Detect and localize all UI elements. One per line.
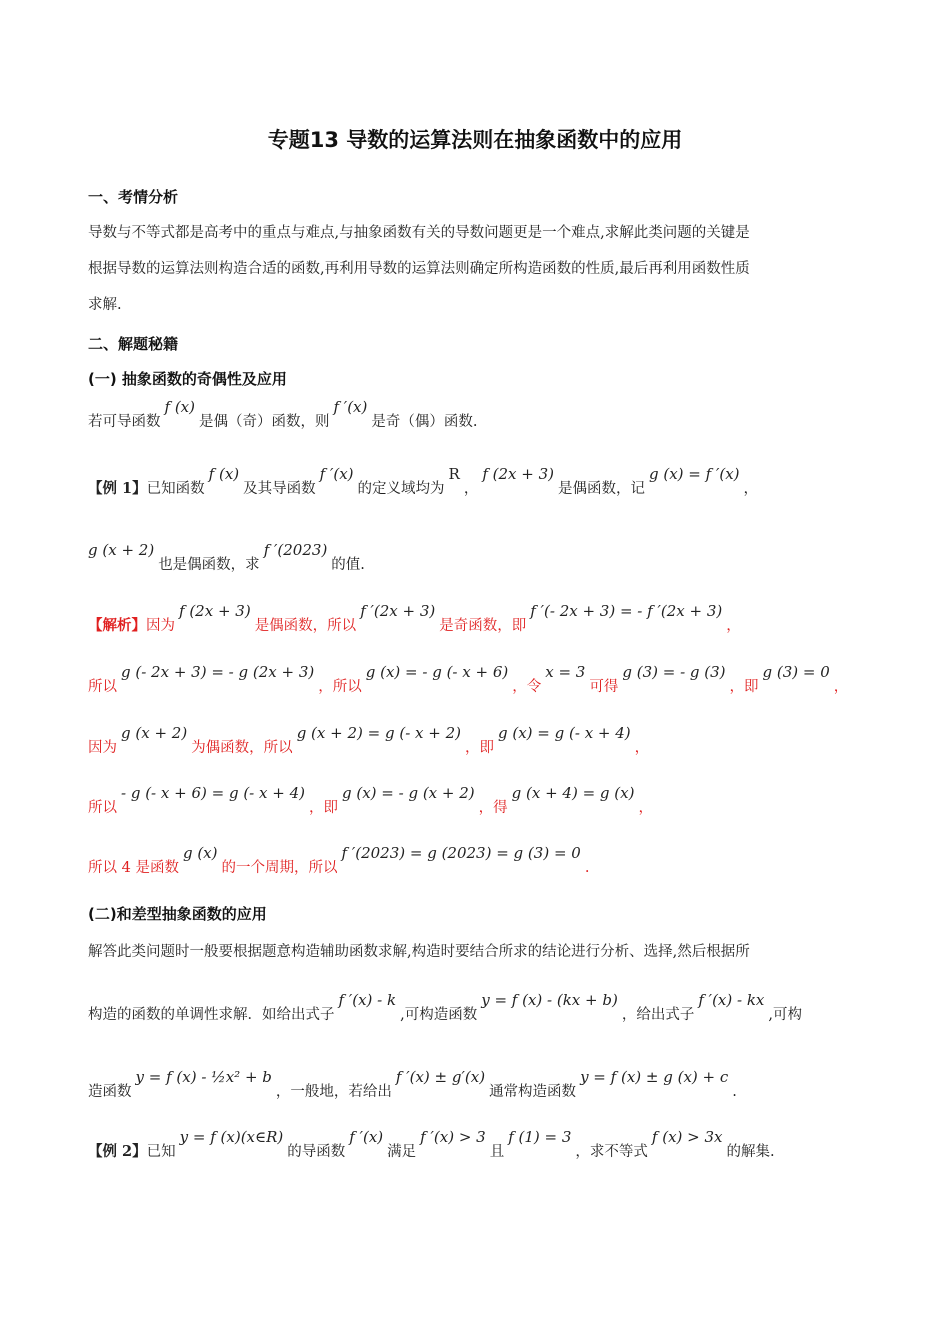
example-1-line-2: g (x + 2)也是偶函数，求f ′(2023)的值.	[88, 541, 365, 573]
example-2-line: 【例 2】已知y = f (x)(x∈R)的导函数f ′(x)满足f ′(x) > 3且f (1) = 3，求不等式f (x) > 3x的解集.	[88, 1128, 775, 1160]
section-heading-analysis: 一、考情分析	[88, 188, 179, 206]
math-formula: g (x + 2)	[88, 541, 155, 559]
math-formula: y = f (x) ± g (x) + c	[580, 1068, 729, 1086]
math-formula: f ′(x) - k	[338, 991, 397, 1009]
subheading-parity: (一) 抽象函数的奇偶性及应用	[88, 370, 287, 388]
math-formula: f (2x + 3)	[482, 465, 554, 483]
paragraph-line: 导数与不等式都是高考中的重点与难点,与抽象函数有关的导数问题更是一个难点,求解此类问题的关键是	[88, 225, 750, 241]
math-formula: f ′(2x + 3)	[360, 602, 436, 620]
math-formula: f (x)	[208, 465, 240, 483]
math-formula: g (x) = - g (x + 2)	[341, 784, 475, 802]
math-formula: x = 3	[545, 663, 586, 681]
math-formula: f (1) = 3	[508, 1128, 572, 1146]
section-heading-tips: 二、解题秘籍	[88, 335, 179, 353]
solution-1-line-2: 所以g (- 2x + 3) = - g (2x + 3)，所以g (x) = - g (- x + 6)，令x = 3可得g (3) = - g (3)，即g (3) = 0，	[88, 663, 849, 695]
subheading-sum-difference: (二)和差型抽象函数的应用	[88, 905, 267, 923]
math-formula: g (3) = - g (3)	[622, 663, 726, 681]
page-title: 专题13 导数的运算法则在抽象函数中的应用	[267, 128, 683, 152]
example-label: 【例 2】	[88, 1143, 147, 1160]
math-formula: f ′(x)	[349, 1128, 384, 1146]
math-formula: g (x)	[182, 844, 218, 862]
paragraph-line: 求解.	[88, 297, 122, 313]
solution-1-line-3: 因为g (x + 2)为偶函数，所以g (x + 2) = g (- x + 2)，即g (x) = g (- x + 4)，	[88, 724, 650, 756]
math-formula: g (x + 2)	[121, 724, 188, 742]
math-formula: g (x) = f ′(x)	[649, 465, 740, 483]
paragraph-line: 造函数y = f (x) - ½x² + b，一般地，若给出f ′(x) ± g′(x)通常构造函数y = f (x) ± g (x) + c.	[88, 1068, 737, 1100]
math-formula: f ′(x) > 3	[420, 1128, 486, 1146]
paragraph-line: 构造的函数的单调性求解．如给出式子f ′(x) - k,可构造函数y = f (x) - (kx + b)，给出式子f ′(x) - kx,可构	[88, 991, 802, 1023]
solution-1-line-5: 所以 4 是函数g (x)的一个周期，所以f ′(2023) = g (2023) = g (3) = 0.	[88, 844, 590, 876]
solution-1-line-4: 所以- g (- x + 6) = g (- x + 4)，即g (x) = - g (x + 2)，得g (x + 4) = g (x)，	[88, 784, 653, 816]
math-formula: f (2x + 3)	[179, 602, 251, 620]
math-formula: g (x + 2) = g (- x + 2)	[296, 724, 461, 742]
math-formula: R	[448, 465, 460, 483]
math-formula: g (x) = g (- x + 4)	[498, 724, 631, 742]
math-formula: g (3) = 0	[762, 663, 830, 681]
math-formula: f ′(- 2x + 3) = - f ′(2x + 3)	[530, 602, 723, 620]
paragraph-line: 解答此类问题时一般要根据题意构造辅助函数求解,构造时要结合所求的结论进行分析、选择,然后根据所	[88, 944, 750, 960]
math-formula: f (x) > 3x	[651, 1128, 723, 1146]
math-formula: y = f (x)(x∈R)	[179, 1128, 284, 1146]
math-formula: g (x + 4) = g (x)	[511, 784, 635, 802]
math-formula: f ′(x)	[319, 465, 354, 483]
math-formula: f ′(x) - kx	[698, 991, 765, 1009]
solution-1-line-1: 【解析】因为f (2x + 3)是偶函数，所以f ′(2x + 3)是奇函数，即f ′(- 2x + 3) = - f ′(2x + 3)，	[88, 602, 741, 634]
math-formula: f ′(2023) = g (2023) = g (3) = 0	[341, 844, 581, 862]
math-formula: f (x)	[164, 398, 195, 416]
math-formula: g (x) = - g (- x + 6)	[365, 663, 509, 681]
math-formula: y = f (x) - ½x² + b	[135, 1068, 272, 1086]
solution-label: 【解析】	[88, 617, 146, 634]
math-formula: f ′(2023)	[263, 541, 328, 559]
paragraph-line: 根据导数的运算法则构造合适的函数,再利用导数的运算法则确定所构造函数的性质,最后再利用函数性质	[88, 261, 750, 277]
rule-line: 若可导函数f (x)是偶（奇）函数，则f ′(x)是奇（偶）函数.	[88, 398, 478, 430]
math-formula: g (- 2x + 3) = - g (2x + 3)	[121, 663, 315, 681]
math-formula: - g (- x + 6) = g (- x + 4)	[121, 784, 305, 802]
example-1-line-1: 【例 1】已知函数f (x)及其导函数f ′(x)的定义域均为R，f (2x + 3)是偶函数，记g (x) = f ′(x)，	[88, 465, 759, 497]
example-label: 【例 1】	[88, 480, 147, 497]
math-formula: y = f (x) - (kx + b)	[481, 991, 618, 1009]
math-formula: f ′(x) ± g′(x)	[395, 1068, 486, 1086]
math-formula: f ′(x)	[333, 398, 368, 416]
